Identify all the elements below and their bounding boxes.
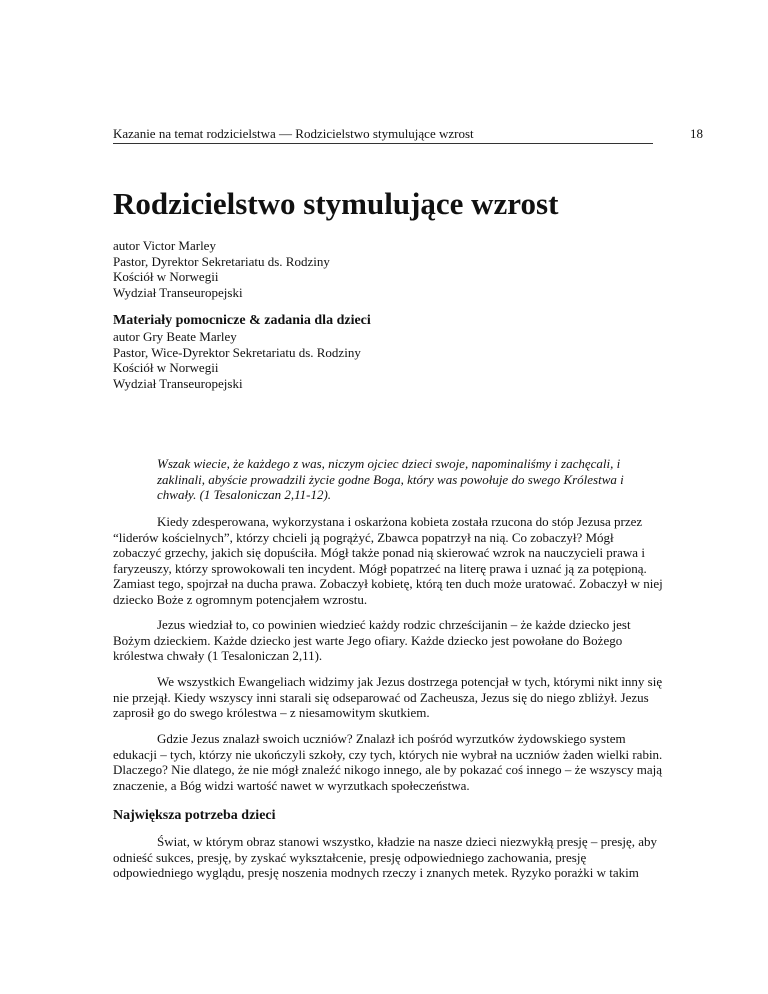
author-line: autor Victor Marley	[113, 238, 216, 253]
body-paragraph: Świat, w którym obraz stanowi wszystko, kładzie na nasze dzieci niezwykłą presję – presję, aby odnieść sukces, presję, by zyskać wykształcenie, presję odpowiedniego zachowania, presję odpowiedniego wyglądu, presję noszenia modnych rzeczy i znanych metek. Ryzyko porażki w takim	[113, 834, 657, 880]
scripture-quote: Wszak wiecie, że każdego z was, niczym ojciec dzieci swoje, napominaliśmy i zachęcali, i zaklinali, abyście prowadzili życie godne Boga, który was powołuje do swego Królestwa i chwały. (1 Tesaloniczan 2,11-12).	[157, 456, 624, 502]
materials-heading: Materiały pomocnicze & zadania dla dzieci	[113, 313, 371, 328]
body-paragraph: Gdzie Jezus znalazł swoich uczniów? Znalazł ich pośród wyrzutków żydowskiego system edukacji – tych, którzy nie ukończyli szkoły, czy tych, których nie wybrał na uczniów żaden wielki rabin. Dlaczego? Nie dlatego, że nie mógł znaleźć nikogo innego, ale by pokazać coś innego – że wszyscy mają znaczenie, a Bóg widzi wartość nawet w wyrzutkach społeczeństwa.	[113, 731, 663, 793]
header-rule	[113, 143, 653, 144]
body-paragraph: Jezus wiedział to, co powinien wiedzieć każdy rodzic chrześcijanin – że każde dziecko jest Bożym dzieckiem. Każde dziecko jest warte Jego ofiary. Każde dziecko jest powołane do Bożego królestwa chwały (1 Tesaloniczan 2,11).	[113, 617, 631, 663]
author-line: Pastor, Dyrektor Sekretariatu ds. Rodziny	[113, 253, 330, 269]
author-line: Wydział Transeuropejski	[113, 284, 243, 300]
materials-line: Pastor, Wice-Dyrektor Sekretariatu ds. Rodziny	[113, 344, 361, 360]
page-title: Rodzicielstwo stymulujące wzrost	[113, 186, 559, 221]
body-paragraph: Kiedy zdesperowana, wykorzystana i oskarżona kobieta została rzucona do stóp Jezusa przez “liderów kościelnych”, którzy chcieli ją pogrążyć, Zbawca popatrzył na nią. Co zobaczył? Mógł zobaczyć grzechy, jakich się dopuściła. Mógł także ponad nią skierować wzrok na nauczycieli prawa i faryzeuszy, którzy sprowokowali ten incydent. Mógł popatrzeć na literę prawa i uznać ją za potępioną. Zamiast tego, spojrzał na ducha prawa. Zobaczył kobietę, którą ten duch może uratować. Zobaczył w niej dziecko Boże z ogromnym potencjałem wzrostu.	[113, 514, 663, 607]
page-number: 18	[690, 126, 703, 141]
author-line: Kościół w Norwegii	[113, 269, 219, 284]
materials-line: autor Gry Beate Marley	[113, 329, 237, 344]
author-block	[113, 238, 330, 300]
materials-line: Wydział Transeuropejski	[113, 375, 243, 391]
body-paragraph: We wszystkich Ewangeliach widzimy jak Jezus dostrzega potencjał w tych, którymi nikt inny się nie przejął. Kiedy wszyscy inni starali się odseparować od Zacheusza, Jezus się do niego zbliżył. Jezus zaprosił go do swego królestwa – z niesamowitym skutkiem.	[113, 674, 663, 720]
materials-block	[113, 312, 371, 391]
running-header: Kazanie na temat rodzicielstwa — Rodzicielstwo stymulujące wzrost	[113, 126, 474, 141]
section-heading: Największa potrzeba dzieci	[113, 808, 276, 823]
materials-line: Kościół w Norwegii	[113, 360, 219, 375]
